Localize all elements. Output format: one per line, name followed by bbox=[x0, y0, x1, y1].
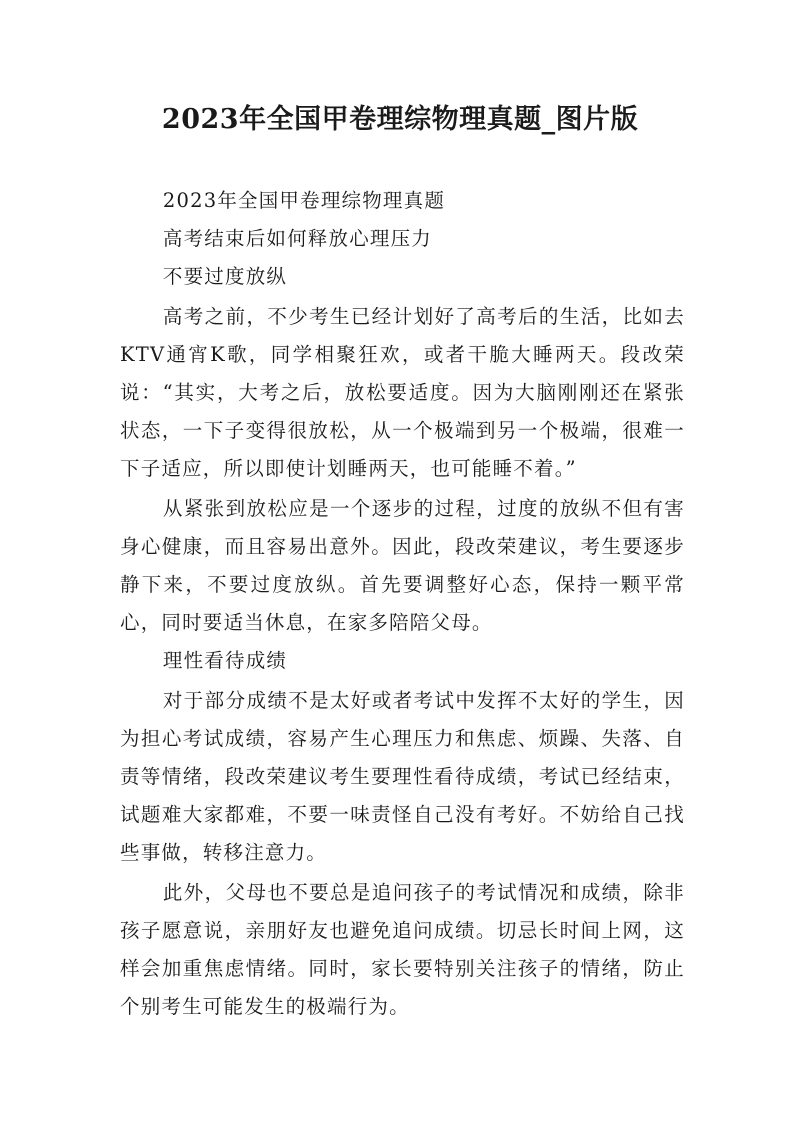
paragraph-subtitle: 2023年全国甲卷理综物理真题 bbox=[162, 189, 446, 212]
paragraph-body-2: 从紧张到放松应是一个逐步的过程，过度的放纵不但有害身心健康，而且容易出意外。因此，段改荣建议，考生要逐步静下来，不要过度放纵。首先要调整好心态，保持一颗平常心，同时要适当休息，在家多陪陪父母。 bbox=[120, 496, 685, 635]
document-title: 2023年全国甲卷理综物理真题_图片版 bbox=[161, 104, 639, 135]
paragraph-body-1: 高考之前，不少考生已经计划好了高考后的生活，比如去KTV通宵K歌，同学相聚狂欢，或者干脆大睡两天。段改荣说：“其实，大考之后，放松要适度。因为大脑刚刚还在紧张状态，一下子变得很放松，从一个极端到另一个极端，很难一下子适应，所以即使计划睡两天，也可能睡不着。” bbox=[120, 304, 685, 481]
paragraph-body-3: 对于部分成绩不是太好或者考试中发挥不太好的学生，因为担心考试成绩，容易产生心理压力和焦虑、烦躁、失落、自责等情绪，段改荣建议考生要理性看待成绩，考试已经结束，试题难大家都难，不要一味责怪自己没有考好。不妨给自己找些事做，转移注意力。 bbox=[120, 688, 685, 865]
section-heading-rational-grades: 理性看待成绩 bbox=[162, 649, 288, 673]
document-body bbox=[120, 182, 685, 1026]
paragraph-heading-stress: 高考结束后如何释放心理压力 bbox=[162, 227, 432, 251]
paragraph-body-4: 此外，父母也不要总是追问孩子的考试情况和成绩，除非孩子愿意说，亲朋好友也避免追问成绩。切忌长时间上网，这样会加重焦虑情绪。同时，家长要特别关注孩子的情绪，防止个别考生可能发生的极端行为。 bbox=[120, 880, 685, 1019]
section-heading-no-overindulgence: 不要过度放纵 bbox=[162, 265, 288, 289]
